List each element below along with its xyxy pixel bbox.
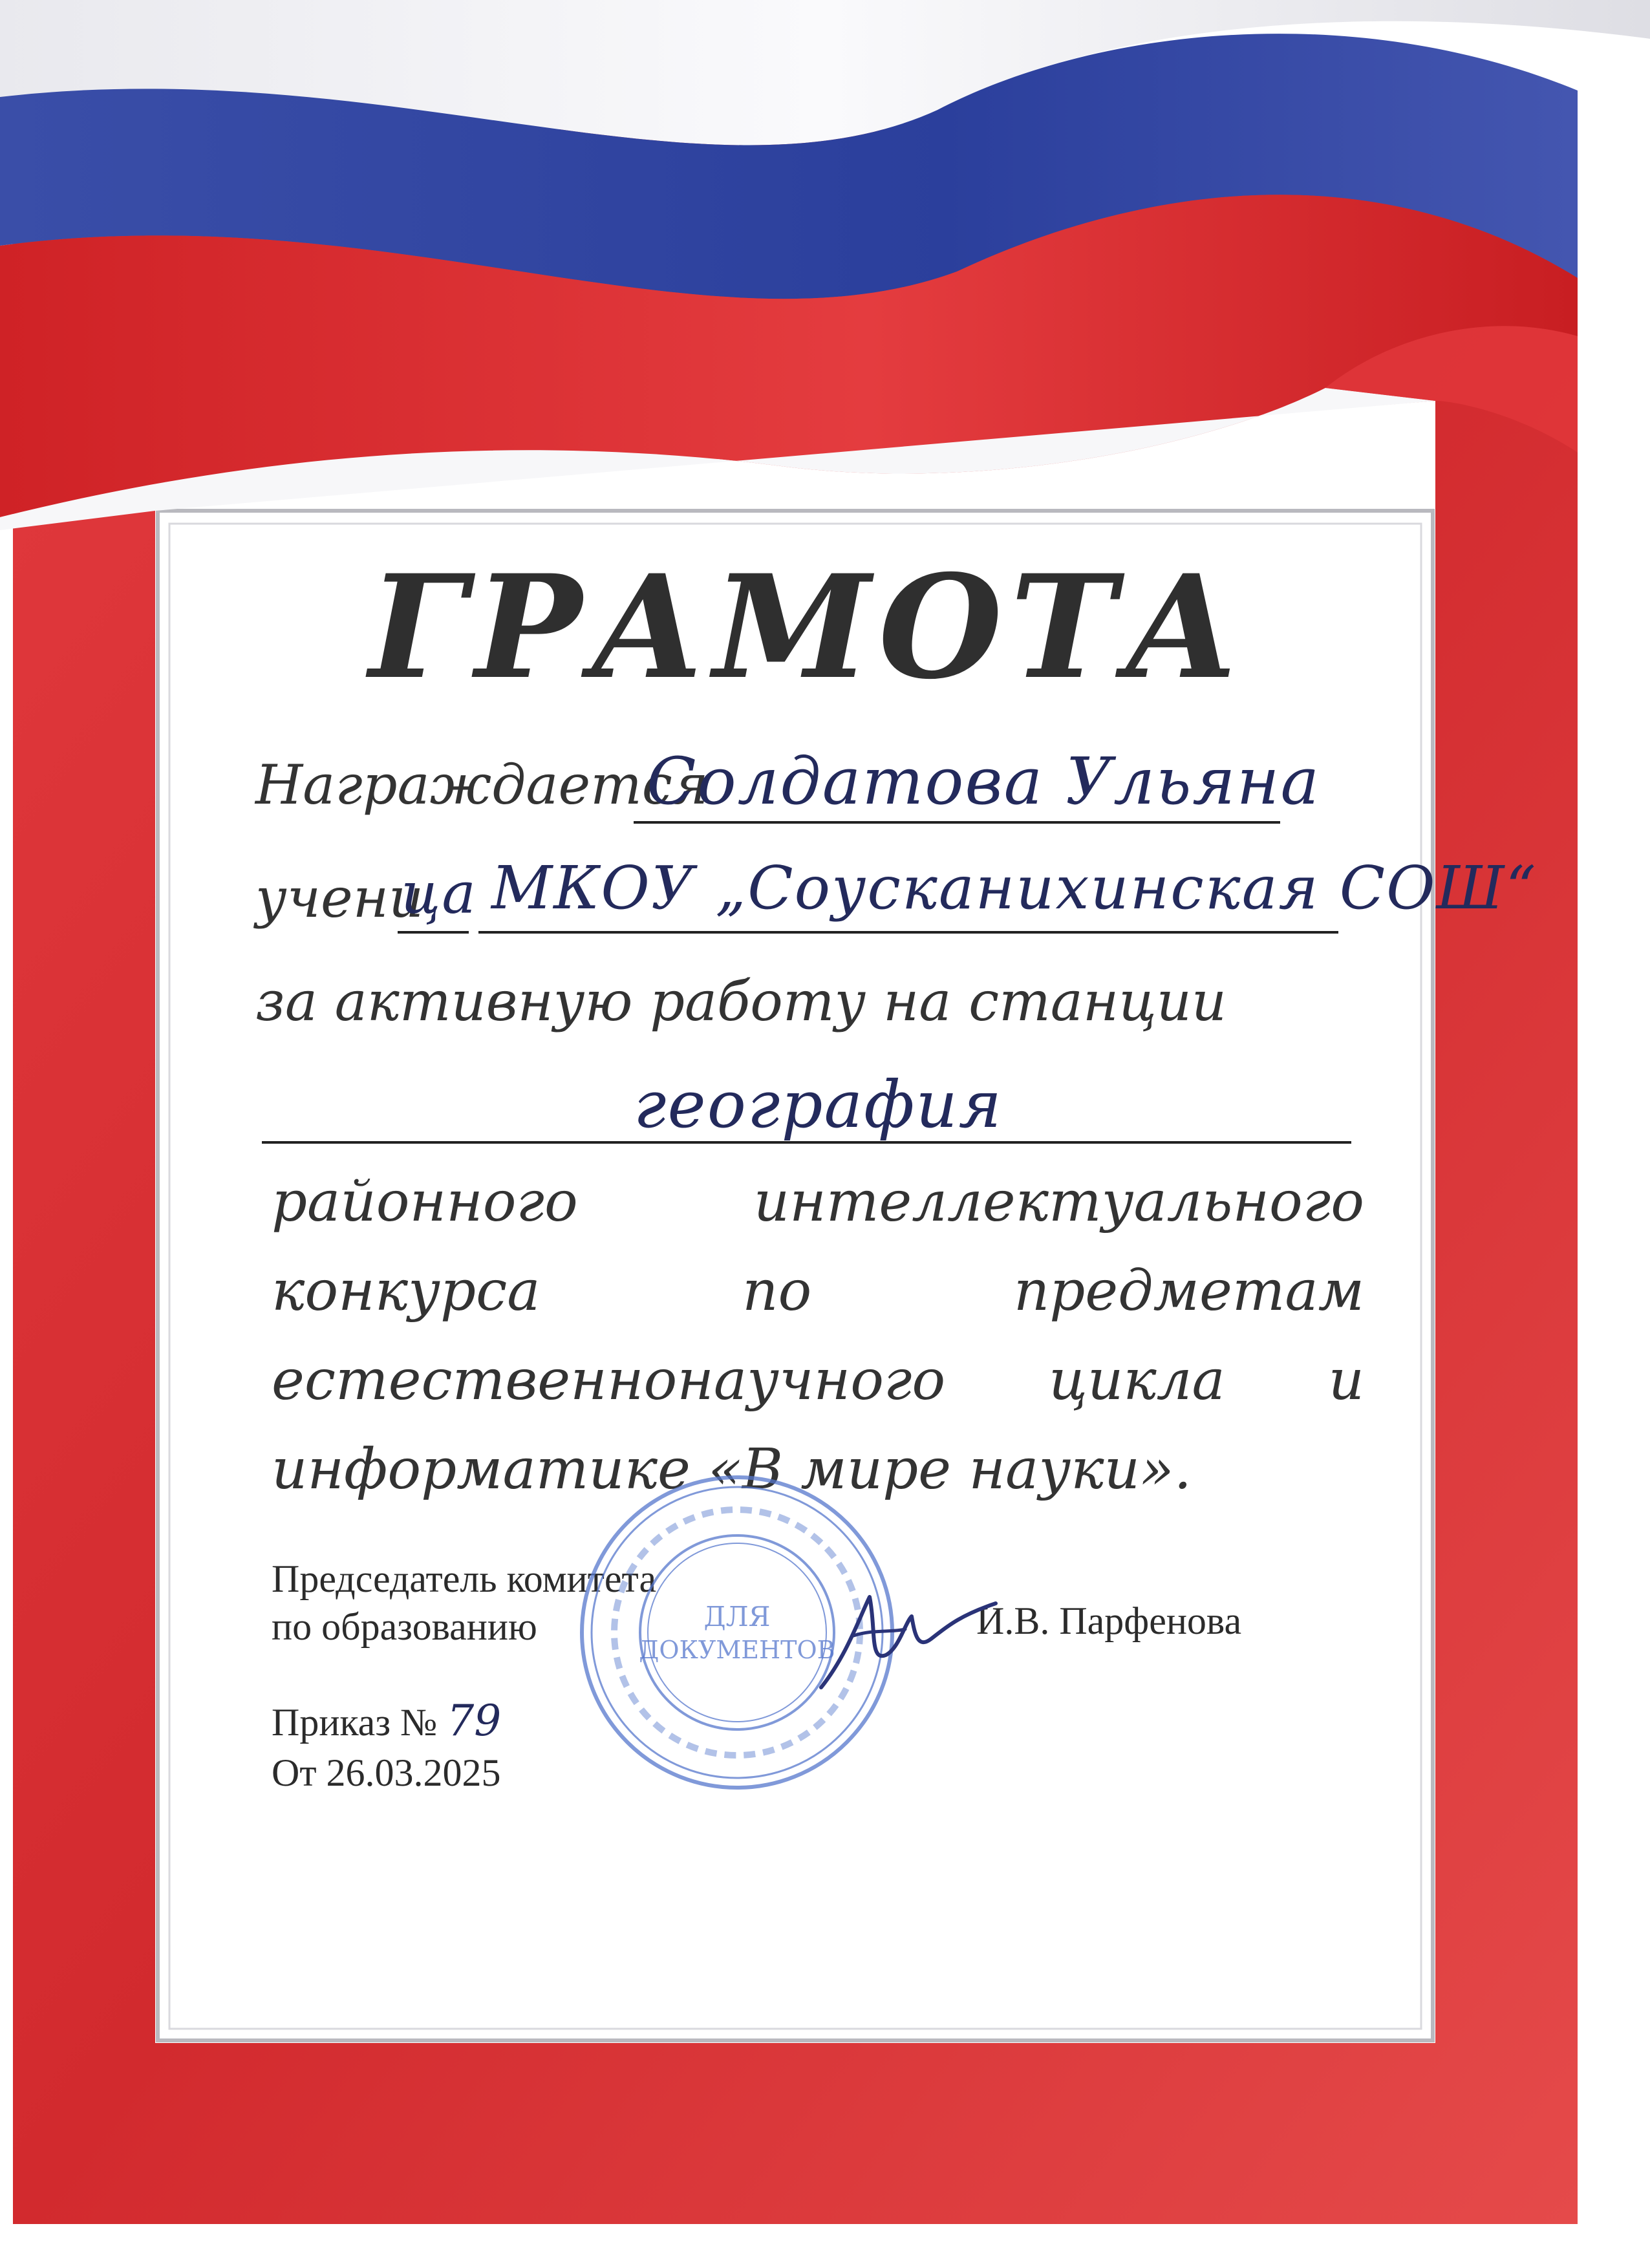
order-line (272, 1697, 501, 1746)
student-label: учени (255, 866, 424, 930)
station-name: география (634, 1067, 1003, 1142)
awardee-underline (634, 821, 1280, 824)
certificate-title: ГРАМОТА (369, 543, 1248, 711)
awardee-name: Солдатова Ульяна (647, 744, 1321, 819)
chair-title-line1: Председатель комитета (272, 1557, 657, 1600)
station-label: за активную работу на станции (255, 970, 1227, 1033)
order-date: От 26.03.2025 (272, 1751, 501, 1794)
certificate-description: районного интеллектуального конкурса по предметам естественнонаучного цикла и информатике «В мире науки». (272, 1170, 1364, 1502)
stamp-text-bottom: ДОКУМЕНТОВ (639, 1636, 835, 1664)
student-suffix: ца (401, 860, 477, 926)
russian-flag-ribbon-icon (0, 0, 1650, 530)
school-name: МКОУ „Соусканихинская СОШ“ (491, 853, 1538, 923)
stamp-text-top: ДЛЯ (703, 1601, 771, 1632)
signature-icon (808, 1578, 1002, 1700)
student-suffix-underline (398, 931, 469, 934)
order-number: 79 (447, 1696, 502, 1746)
awarded-label: Награждается (255, 753, 709, 817)
school-underline (478, 931, 1338, 934)
chair-title-line2: по образованию (272, 1605, 537, 1648)
order-label: Приказ № (272, 1701, 438, 1744)
chair-name: И.В. Парфенова (976, 1599, 1242, 1642)
